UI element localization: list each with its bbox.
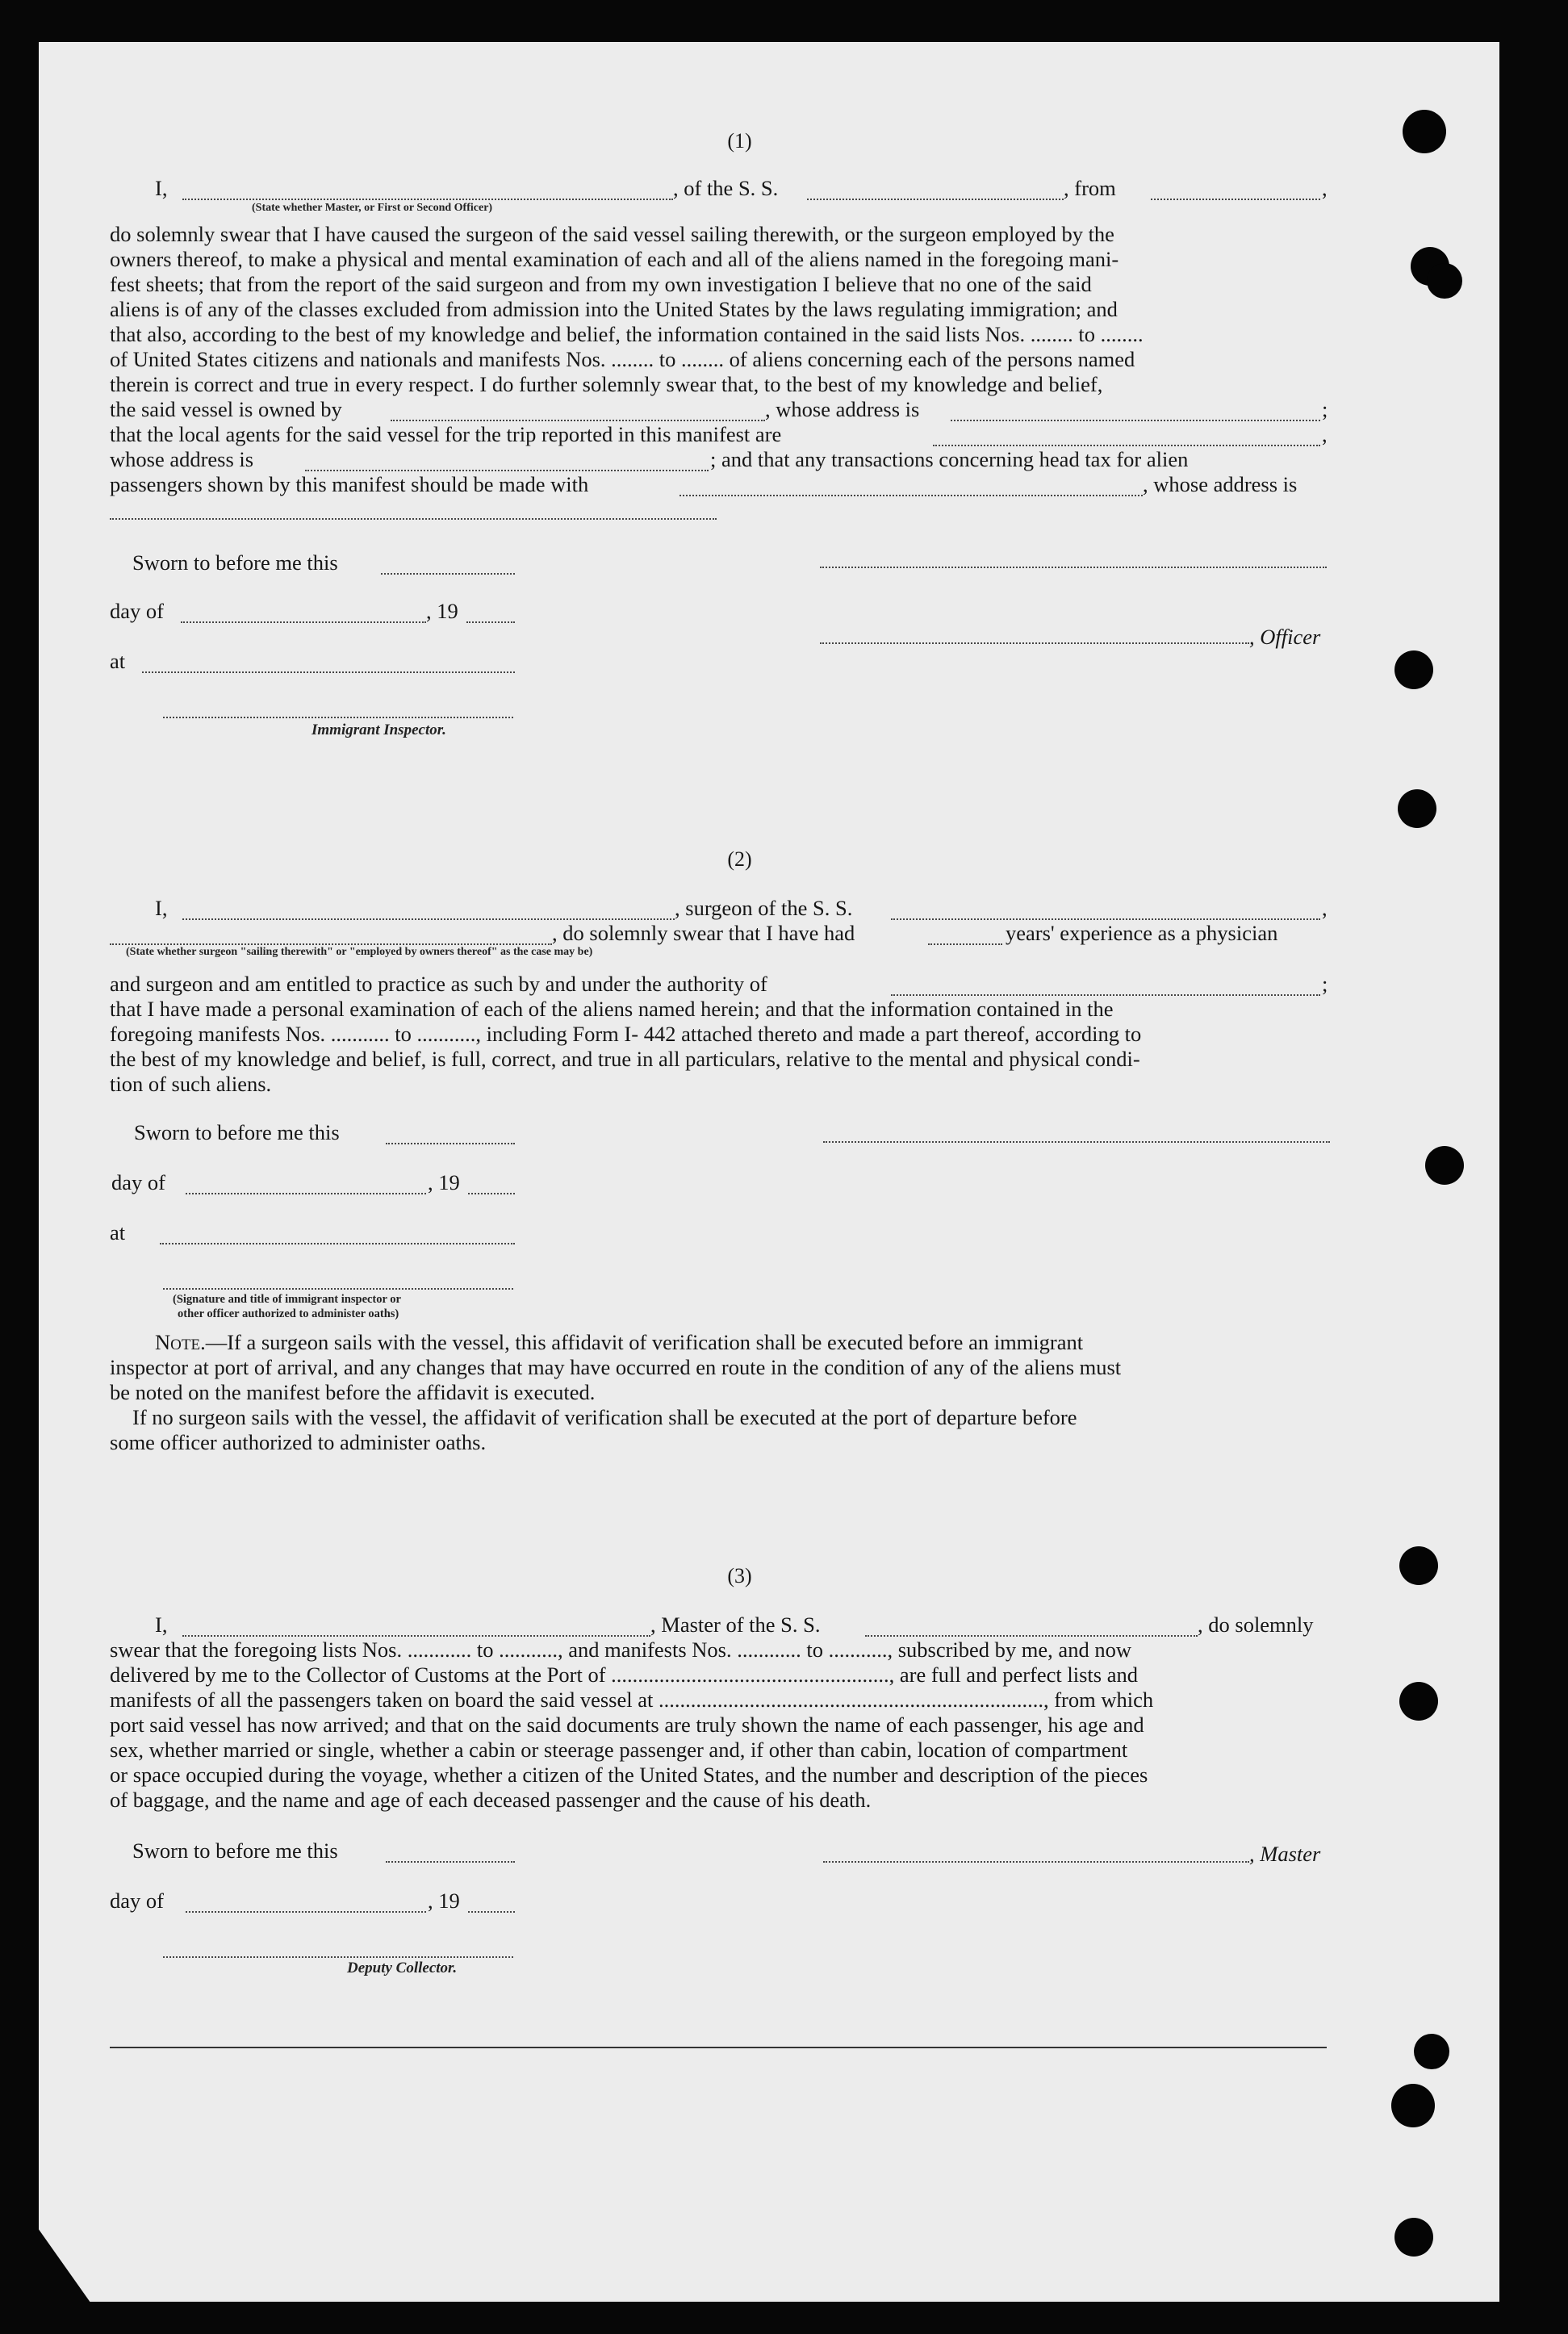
s1-body-line: aliens is of any of the classes excluded from admission into the United States by the laws regulating immigration; and	[110, 297, 1118, 321]
s2-sworn: Sworn to before me this	[134, 1120, 340, 1144]
s2-sworn-line	[386, 1143, 515, 1144]
s1-officer-note: (State whether Master, or First or Second Officer)	[252, 202, 493, 214]
s1-day-of: day of	[110, 599, 164, 623]
s1-head-tax: ; and that any transactions concerning head tax for alien	[710, 447, 1189, 471]
s2-line1-end: ,	[1322, 896, 1328, 920]
s2-sig-note-1: (Signature and title of immigrant inspector or	[173, 1293, 401, 1306]
s2-note-line-1	[155, 1330, 1083, 1355]
s3-master-name-line	[182, 1635, 650, 1637]
s2-note-line: inspector at port of arrival, and any changes that may have occurred en route in the condition of any of the aliens must	[110, 1355, 1122, 1379]
s1-at: at	[110, 649, 126, 673]
s2-body-line: the best of my knowledge and belief, is full, correct, and true in all particulars, relative to the mental and physical condi-	[110, 1047, 1140, 1071]
s2-signature-line	[823, 1141, 1330, 1143]
s3-collector-line	[163, 1956, 513, 1958]
s2-day-of: day of	[111, 1170, 165, 1194]
s3-sworn-line	[386, 1861, 515, 1863]
s3-master-label	[1249, 1842, 1320, 1867]
s1-officer-name-line	[182, 199, 673, 200]
section-2-number: (2)	[727, 847, 752, 871]
s2-sig-note-2: other officer authorized to administer oaths)	[178, 1307, 399, 1320]
s1-day-line	[181, 621, 426, 623]
punch-hole	[1398, 789, 1436, 828]
s1-officer-label	[1249, 625, 1320, 650]
s3-day-of: day of	[110, 1889, 164, 1913]
s1-officer-text: , Officer	[1249, 625, 1321, 649]
s3-collector-label: Deputy Collector.	[347, 1960, 458, 1976]
s1-owner-address-line	[951, 420, 1320, 421]
s1-of-ss-label: , of the S. S.	[673, 176, 779, 200]
s1-body-line: fest sheets; that from the report of the said surgeon and from my own investigation I believe that no one of the said	[110, 272, 1092, 296]
s1-year: , 19	[426, 599, 458, 623]
s3-body-line: delivered by me to the Collector of Customs at the Port of ...................................................., are full and perfect lists and	[110, 1663, 1138, 1687]
s3-day-line	[186, 1911, 426, 1913]
s2-authority: and surgeon and am entitled to practice as such by and under the authority of	[110, 972, 767, 996]
s2-note-label: Note.	[155, 1330, 206, 1354]
s1-body-line: therein is correct and true in every respect. I do further solemnly swear that, to the best of my knowledge and belief,	[110, 372, 1103, 396]
s1-sworn: Sworn to before me this	[132, 550, 338, 575]
s2-solemnly: , do solemnly swear that I have had	[552, 921, 855, 945]
s3-year: , 19	[428, 1889, 460, 1913]
s2-at: at	[110, 1220, 126, 1244]
s2-authority-line	[891, 994, 1320, 996]
s1-i-label: I,	[155, 176, 168, 200]
s3-master-text: , Master	[1249, 1842, 1321, 1866]
s2-note-line-3: be noted on the manifest before the affidavit is executed.	[110, 1380, 596, 1404]
s2-body-line: that I have made a personal examination of each of the aliens named herein; and that the information contained in the	[110, 997, 1114, 1021]
s2-vessel-line	[891, 918, 1320, 920]
s2-note2-line-1: If no surgeon sails with the vessel, the affidavit of verification shall be executed at the port of departure before	[132, 1405, 1077, 1429]
s1-body-line: owners thereof, to make a physical and mental examination of each and all of the aliens named in the foregoing mani-	[110, 247, 1119, 271]
s1-sworn-line	[381, 573, 515, 575]
s1-at-line	[142, 671, 515, 673]
s1-local-agents: that the local agents for the said vessel for the trip reported in this manifest are	[110, 422, 782, 446]
bottom-rule	[110, 2047, 1327, 2048]
punch-hole	[1394, 2218, 1433, 2257]
s1-passengers-end: , whose address is	[1143, 472, 1298, 496]
s2-year-line	[468, 1193, 515, 1194]
s1-head-tax-address-line	[110, 518, 717, 520]
s1-agents-address-line	[305, 470, 709, 471]
s1-owner-line	[391, 420, 765, 421]
s3-body-line: swear that the foregoing lists Nos. ............ to ..........., and manifests Nos. ............ to ..........., subscribed by me, and now	[110, 1638, 1131, 1662]
s2-surgeon-name-line	[182, 918, 675, 920]
s2-surgeon-note: (State whether surgeon "sailing therewith" or "employed by owners thereof" as the case may be)	[126, 946, 593, 958]
punch-hole	[1427, 263, 1462, 299]
s1-whose-address-2: whose address is	[110, 447, 254, 471]
s2-inspector-line	[163, 1288, 513, 1290]
s2-year: , 19	[428, 1170, 460, 1194]
s1-inspector-line	[163, 717, 513, 718]
s3-sworn: Sworn to before me this	[132, 1838, 338, 1863]
s3-body-line: sex, whether married or single, whether a cabin or steerage passenger and, if other than cabin, location of compartment	[110, 1738, 1128, 1762]
s1-semicolon: ;	[1322, 397, 1328, 421]
s2-note2-line-2: some officer authorized to administer oaths.	[110, 1430, 487, 1454]
punch-hole	[1391, 2084, 1435, 2127]
s1-whose-address: , whose address is	[765, 397, 920, 421]
s1-from-line	[1151, 199, 1320, 200]
s2-years-line	[928, 943, 1002, 945]
s3-body-line: port said vessel has now arrived; and that on the said documents are truly shown the name of each passenger, his age and	[110, 1713, 1144, 1737]
s1-body-line: do solemnly swear that I have caused the surgeon of the said vessel sailing therewith, or the surgeon employed by the	[110, 222, 1114, 246]
s1-head-tax-agent-line	[679, 495, 1143, 496]
s1-vessel-line	[807, 199, 1064, 200]
s3-body-line: manifests of all the passengers taken on board the said vessel at ........................................................................, from which	[110, 1688, 1154, 1712]
s2-surgeon-of: , surgeon of the S. S.	[675, 896, 853, 920]
section-3-number: (3)	[727, 1564, 752, 1587]
s1-owned-by: the said vessel is owned by	[110, 397, 342, 421]
s2-at-line	[160, 1243, 515, 1244]
punch-hole	[1414, 2034, 1449, 2069]
s3-year-line	[468, 1911, 515, 1913]
s1-officer-signature-line	[820, 642, 1249, 644]
s1-body-line: that also, according to the best of my knowledge and belief, the information contained in the said lists Nos. ........ to ........	[110, 322, 1144, 346]
s3-last-line: of baggage, and the name and age of each deceased passenger and the cause of his death.	[110, 1788, 872, 1812]
s3-vessel-line	[865, 1635, 1198, 1637]
section-1-number: (1)	[727, 129, 752, 153]
s3-master-signature-line	[823, 1861, 1249, 1863]
s2-note-text: —If a surgeon sails with the vessel, this affidavit of verification shall be executed before an immigrant	[205, 1330, 1084, 1354]
punch-hole	[1425, 1146, 1464, 1185]
s3-i-label: I,	[155, 1612, 168, 1637]
s2-authority-end: ;	[1322, 972, 1328, 996]
s2-years: years' experience as a physician	[1006, 921, 1278, 945]
s1-year-line	[466, 621, 515, 623]
s1-agents-line	[933, 445, 1320, 446]
s2-i-label: I,	[155, 896, 168, 920]
s2-surgeon-type-line	[110, 943, 552, 945]
punch-hole	[1399, 1682, 1438, 1721]
s1-inspector-label: Immigrant Inspector.	[312, 722, 446, 738]
s3-body-line: or space occupied during the voyage, whether a citizen of the United States, and the number and description of the pieces	[110, 1763, 1148, 1787]
punch-hole	[1394, 650, 1433, 689]
s3-master-of: , Master of the S. S.	[650, 1612, 821, 1637]
s1-passengers: passengers shown by this manifest should be made with	[110, 472, 589, 496]
s1-line1-end: ,	[1322, 176, 1328, 200]
s2-last-line: tion of such aliens.	[110, 1072, 272, 1096]
s1-from-label: , from	[1064, 176, 1116, 200]
s1-body-line: of United States citizens and nationals and manifests Nos. ........ to ........ of aliens concerning each of the persons named	[110, 347, 1135, 371]
s2-day-line	[186, 1193, 426, 1194]
s1-officer-signature-top-line	[820, 567, 1327, 568]
s3-line1-end: , do solemnly	[1198, 1612, 1314, 1637]
s1-comma: ,	[1322, 422, 1328, 446]
s2-body-line: foregoing manifests Nos. ........... to ..........., including Form I- 442 attached thereto and made a part thereof, according to	[110, 1022, 1142, 1046]
